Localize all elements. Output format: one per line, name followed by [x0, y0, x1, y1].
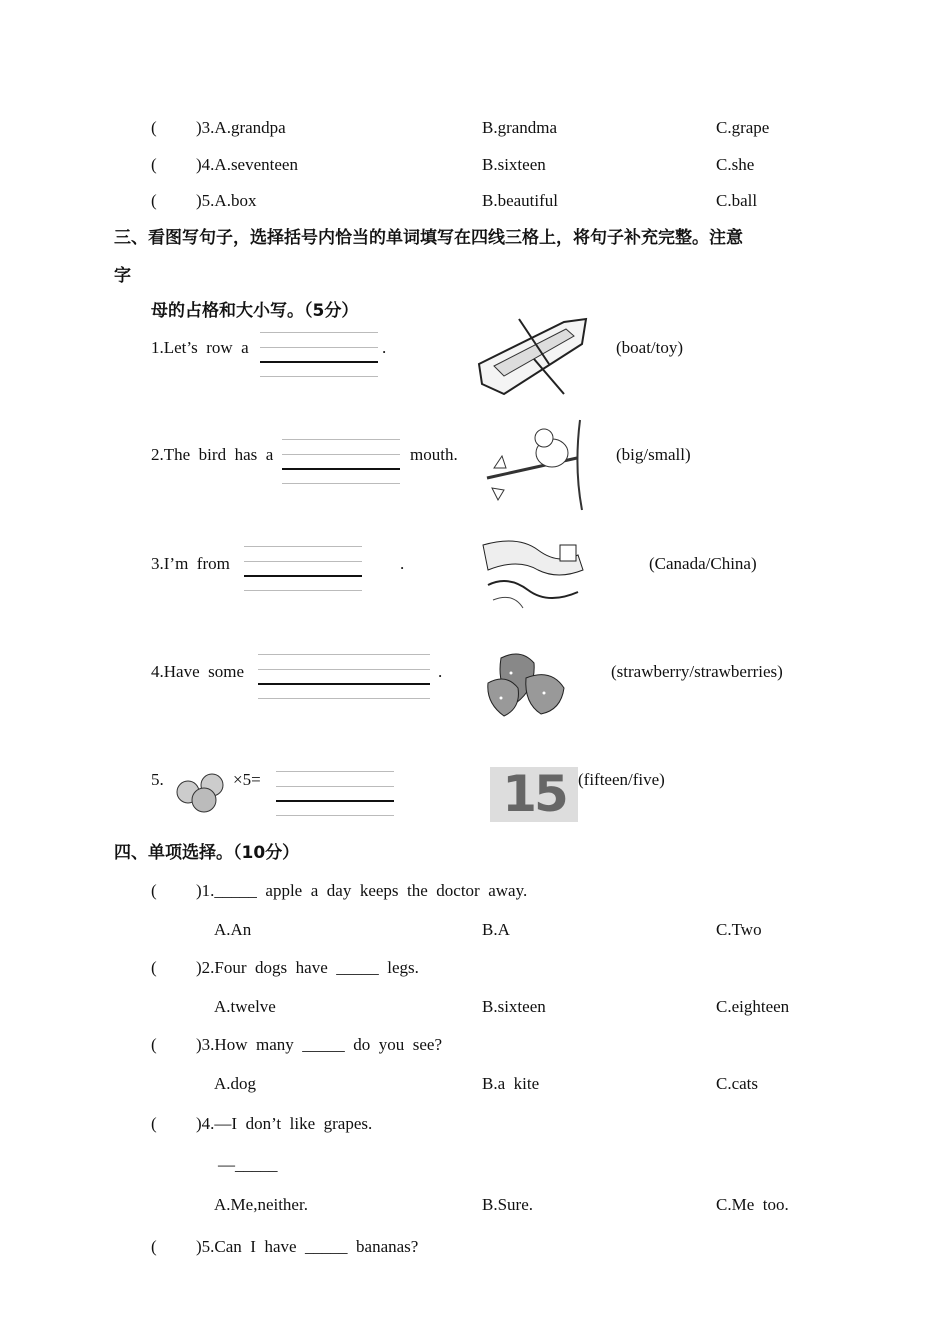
boat-picture: [474, 314, 590, 396]
answer-paren[interactable]: (: [151, 1237, 157, 1256]
section-heading: 四、单项选择。（10分）: [114, 843, 300, 863]
number-15-picture: 15: [490, 767, 578, 822]
four-line-grid[interactable]: [244, 546, 362, 592]
apples-picture: [174, 770, 232, 814]
option-c: C.grape: [716, 118, 770, 137]
option-a: A.twelve: [214, 997, 276, 1016]
option-c: C.Me too.: [716, 1195, 789, 1214]
answer-paren[interactable]: (: [151, 155, 157, 174]
answer-paren[interactable]: (: [151, 118, 157, 137]
sentence-suffix: mouth.: [410, 445, 458, 464]
option-c: C.ball: [716, 191, 758, 210]
option-b: B.beautiful: [482, 191, 559, 210]
dialogue-reply-blank[interactable]: —_____: [218, 1155, 278, 1174]
word-hint: (strawberry/strawberries): [611, 662, 783, 681]
sentence-prefix: 4.Have some: [151, 662, 245, 681]
bird-picture: [482, 418, 586, 512]
option-b: B.A: [482, 920, 510, 939]
sentence-suffix: ×5=: [233, 770, 261, 789]
sentence-prefix: 3.I’m from: [151, 554, 230, 573]
option-b: B.sixteen: [482, 155, 546, 174]
answer-paren[interactable]: (: [151, 1035, 157, 1054]
four-line-grid[interactable]: [258, 654, 430, 700]
section-heading-cont: 字: [114, 266, 131, 286]
answer-paren[interactable]: (: [151, 881, 157, 900]
sentence-prefix: 2.The bird has a: [151, 445, 274, 464]
four-line-grid[interactable]: [282, 439, 400, 485]
strawberries-picture: [486, 648, 570, 718]
option-a: A.Me,neither.: [214, 1195, 308, 1214]
sentence-suffix: .: [382, 338, 387, 357]
option-a: )4.A.seventeen: [196, 155, 298, 174]
option-b: B.sixteen: [482, 997, 546, 1016]
option-c: C.eighteen: [716, 997, 790, 1016]
word-hint: (Canada/China): [649, 554, 757, 573]
option-a: A.dog: [214, 1074, 257, 1093]
option-a: )5.A.box: [196, 191, 257, 210]
section-heading: 三、看图写句子，选择括号内恰当的单词填写在四线三格上，将句子补充完整。注意: [114, 228, 743, 248]
question-stem: )4.—I don’t like grapes.: [196, 1114, 373, 1133]
answer-paren[interactable]: (: [151, 1114, 157, 1133]
question-stem: )1._____ apple a day keeps the doctor away.: [196, 881, 528, 900]
great-wall-picture: [478, 530, 588, 610]
word-hint: (fifteen/five): [578, 770, 665, 789]
word-hint: (big/small): [616, 445, 691, 464]
option-c: C.she: [716, 155, 755, 174]
answer-paren[interactable]: (: [151, 958, 157, 977]
question-stem: )2.Four dogs have _____ legs.: [196, 958, 419, 977]
section-heading-cont: 母的占格和大小写。（5分）: [151, 301, 359, 321]
option-b: B.Sure.: [482, 1195, 533, 1214]
answer-paren[interactable]: (: [151, 191, 157, 210]
sentence-prefix: 5.: [151, 770, 164, 789]
word-hint: (boat/toy): [616, 338, 684, 357]
sentence-suffix: .: [438, 662, 443, 681]
option-a: A.An: [214, 920, 252, 939]
four-line-grid[interactable]: [276, 771, 394, 817]
option-a: )3.A.grandpa: [196, 118, 286, 137]
sentence-suffix: .: [400, 554, 405, 573]
option-c: C.cats: [716, 1074, 759, 1093]
sentence-prefix: 1.Let’s row a: [151, 338, 249, 357]
option-c: C.Two: [716, 920, 762, 939]
four-line-grid[interactable]: [260, 332, 378, 378]
question-stem: )3.How many _____ do you see?: [196, 1035, 442, 1054]
question-stem: )5.Can I have _____ bananas?: [196, 1237, 419, 1256]
option-b: B.a kite: [482, 1074, 540, 1093]
option-b: B.grandma: [482, 118, 558, 137]
